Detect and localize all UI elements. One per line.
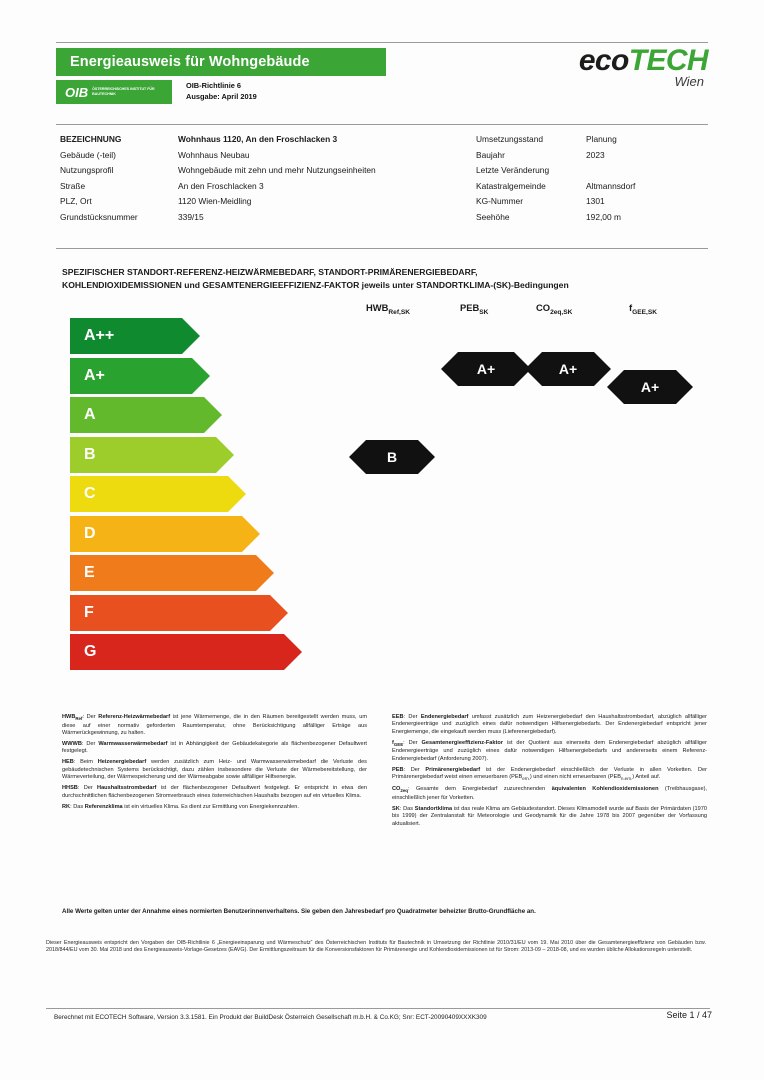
legend-item: EEB: Der Endenergiebedarf umfasst zusätzlich zum Heizenergiebedarf den Haushaltsstrombedarf, abzüglich allfälliger Endenergieerträge und zuzüglich eines dafür notwendigen Hilfsenergiebedarfs. Der Endenergiebedarf entspricht jener Energiemenge, die eingekauft werden muss (Lieferenergiebedarf). xyxy=(392,714,707,735)
legend-item: HEB: Beim Heizenergiebedarf werden zusätzlich zum Heiz- und Warmwasserwärmebedarf die Verluste des gebäudetechnischen Systems berücksichtigt, dazu zählen insbesondere die Verluste der Wärmebereitstellung, der Wärmeverteilung, der Wärmespeicherung und der Wärmeabgabe sowie allfälliger Hilfsenergie. xyxy=(62,759,367,781)
field-label: PLZ, Ort xyxy=(60,196,92,206)
legend-item: PEB: Der Primärenergiebedarf ist der Endenergiebedarf einschließlich der Verluste in allen Vorketten. Der Primärenergiebedarf weist einen erneuerbaren $(PEB_{ern.})$ und einen nicht erneuerbaren $(PEB_{n.ern.})$ Anteil auf. xyxy=(392,766,707,782)
table-row xyxy=(60,150,708,166)
field-value: 1301 xyxy=(586,196,605,206)
field-label: Gebäude (-teil) xyxy=(60,149,116,160)
energy-class-bar xyxy=(70,555,256,591)
rating-value-peb: A+ xyxy=(476,361,496,377)
legend-item: HHSB: Der Haushaltsstrombedarf ist der flächenbezogener Defaultwert festgelegt. Er entspricht in etwa den durchschnittlichen flächenbezogenen Stromverbrauch eines österreichischen Haushalts bezogen auf ein virtuelles Klima. xyxy=(62,785,367,799)
rating-value-hwb: B xyxy=(386,449,398,465)
header-title-banner xyxy=(56,48,386,76)
energy-class-scale xyxy=(70,318,320,674)
field-label: KG-Nummer xyxy=(476,196,523,206)
footer-divider xyxy=(46,1008,710,1009)
brand-city: Wien xyxy=(674,74,704,89)
energy-class-label: A++ xyxy=(84,327,115,344)
metric-label-peb: $PEB_{SK}$ xyxy=(460,302,489,316)
field-value: Altmannsdorf xyxy=(586,180,636,191)
brand-name-tech: TECH xyxy=(628,44,708,77)
rating-arrow-co2 xyxy=(542,352,594,386)
field-label: BEZEICHNUNG xyxy=(60,134,122,144)
table-row xyxy=(60,165,708,181)
energy-class-label: B xyxy=(84,445,96,463)
legend-item: RK: Das Referenzklima ist ein virtuelles Klima. Es dient zur Ermittlung von Energiekennzahlen. xyxy=(62,803,299,810)
oib-guideline-info xyxy=(186,80,257,102)
metric-label-fgee: $f_{GEE,SK}$ xyxy=(629,302,658,316)
field-value: 192,00 m xyxy=(586,211,621,222)
field-value: 1120 Wien-Meidling xyxy=(178,196,252,206)
legend-left-column xyxy=(62,714,367,815)
header-top-divider xyxy=(56,42,708,43)
legend-item: $f_{GEE}$: Der Gesamtenergieeffizienz-Faktor ist der Quotient aus einerseits dem Endenergiebedarf abzüglich allfälliger Endenergieerträge und zuzüglich eines dafür notwendigen Hilfsenergiebedarfs und andererseits einem Referenz-Endenergiebedarf (Anforderung 2007). xyxy=(392,739,707,762)
field-label: Letzte Veränderung xyxy=(476,165,550,175)
field-label: Seehöhe xyxy=(476,211,510,222)
field-value: Wohnhaus Neubau xyxy=(178,149,250,160)
page-title: Energieausweis für Wohngebäude xyxy=(70,54,310,70)
section-title xyxy=(62,266,702,292)
list-item xyxy=(70,318,320,354)
oib-logo xyxy=(56,80,172,104)
oib-guideline-edition: Ausgabe: April 2019 xyxy=(186,92,257,101)
field-label: Straße xyxy=(60,180,86,191)
energy-class-bar xyxy=(70,634,284,670)
metric-label-hwb: $HWB_{Ref,SK}$ xyxy=(366,302,411,316)
field-value: An den Froschlacken 3 xyxy=(178,180,264,191)
field-value: Wohnhaus 1120, An den Froschlacken 3 xyxy=(178,134,338,144)
regulation-note: Dieser Energieausweis entspricht den Vorgaben der OIB-Richtlinie 6 „Energieeinsparung und Wärmeschutz“ des Österreichischen Instituts für Bautechnik in Umsetzung der Richtlinie 2010/31/EU vom 19. Mai 2010 über die Gesamtenergieeffizienz von Gebäuden bzw. 2018/844/EU vom 30. Mai 2018 und des Energieausweis-Vorlage-Gesetzes (EAVG). Der Ermittlungszeitraum für die Konversionsfaktoren für Primärenergie und Kohlendioxidemissionen ist für Strom: 2013-09 – 2018-08, und es wurden übliche Allokationsregeln unterstellt. xyxy=(46,940,706,954)
table-row xyxy=(60,196,708,212)
field-value: Wohngebäude mit zehn und mehr Nutzungseinheiten xyxy=(178,165,376,175)
oib-logo-subtext: ÖSTERREICHISCHES INSTITUT FÜR BAUTECHNIK xyxy=(92,87,155,96)
legend-item: SK: Das Standortklima ist das reale Klima am Gebäudestandort. Dieses Klimamodell wurde auf Basis der Primärdaten (1970 bis 1999) der Zentralanstalt für Meteorologie und Geodynamik für die Jahre 1978 bis 2007 gegenüber der Vorfassung aktualisiert. xyxy=(392,805,707,827)
list-item xyxy=(70,516,320,552)
energy-class-label: A xyxy=(84,406,96,423)
brand-name xyxy=(579,44,708,78)
brand-name-eco: eco xyxy=(578,44,629,77)
section-title-line-2: KOHLENDIOXIDEMISSIONEN und GESAMTENERGIEEFFIZIENZ-FAKTOR jeweils unter STANDORTKLIMA-(SK)-Bedingungen xyxy=(62,280,569,290)
list-item xyxy=(70,595,320,631)
field-label: Umsetzungsstand xyxy=(476,134,544,144)
identification-bottom-divider xyxy=(56,248,708,249)
oib-guideline-number: OIB-Richtlinie 6 xyxy=(186,81,242,90)
legend-item: WWWB: Der Warmwasserwärmebedarf ist in Abhängigkeit der Gebäudekategorie als flächenbezogener Defaultwert festgelegt. xyxy=(62,740,367,755)
list-item xyxy=(70,555,320,591)
energy-class-label: D xyxy=(84,524,96,542)
document-header xyxy=(56,44,708,112)
ecotech-brand-logo xyxy=(579,44,708,89)
field-label: Baujahr xyxy=(476,149,505,160)
list-item xyxy=(70,358,320,394)
field-value: 339/15 xyxy=(178,211,204,222)
field-value: Planung xyxy=(586,134,617,144)
oib-logo-text: OIB xyxy=(65,84,89,100)
legend-right-column xyxy=(392,714,707,832)
rating-value-fgee: A+ xyxy=(640,379,660,395)
header-bottom-divider xyxy=(56,124,708,125)
field-label: Grundstücksnummer xyxy=(60,211,138,222)
metric-label-co2: $CO_{2eq,SK}$ xyxy=(536,302,573,316)
table-row xyxy=(60,181,708,197)
list-item xyxy=(70,437,320,473)
table-row xyxy=(60,212,708,228)
table-row xyxy=(60,134,708,150)
energy-class-bar xyxy=(70,516,242,552)
rating-value-co2: A+ xyxy=(558,361,578,377)
section-title-line-1: SPEZIFISCHER STANDORT-REFERENZ-HEIZWÄRMEBEDARF, STANDORT-PRIMÄRENERGIEBEDARF, xyxy=(62,267,478,277)
list-item xyxy=(70,397,320,433)
rating-arrow-peb xyxy=(458,352,514,386)
energy-class-bar xyxy=(70,595,270,631)
field-label: Nutzungsprofil xyxy=(60,165,114,175)
list-item xyxy=(70,476,320,512)
rating-arrow-fgee xyxy=(624,370,676,404)
energy-class-label: A+ xyxy=(84,366,105,384)
energy-class-label: C xyxy=(84,485,96,502)
list-item xyxy=(70,634,320,670)
footer-page-number: Seite 1 / 47 xyxy=(666,1010,712,1020)
rating-arrow-hwb xyxy=(366,440,418,474)
field-label: Katastralgemeinde xyxy=(476,180,546,191)
energy-class-label: G xyxy=(84,643,97,660)
energy-class-label: E xyxy=(84,564,95,581)
footer-software-info: Berechnet mit ECOTECH Software, Version 3.3.1581. Ein Produkt der BuildDesk Österreich Gesellschaft m.b.H. & Co.KG; Snr: ECT-20090409XXXK309 xyxy=(54,1014,487,1021)
field-value: 2023 xyxy=(586,149,605,160)
energy-class-label: F xyxy=(84,603,94,621)
legend-item: $CO_{2eq}$: Gesamte dem Energiebedarf zuzurechnenden äquivalenten Kohlendioxidemissionen (Treibhausgase), einschließlich jener für Vorketten. xyxy=(392,786,707,801)
building-identification-block xyxy=(60,134,708,227)
usage-assumption-note: Alle Werte gelten unter der Annahme eines normierten Benutzerinnenverhaltens. Sie geben den Jahresbedarf pro Quadratmeter beheizter Brutto-Grundfläche an. xyxy=(62,908,536,915)
legend-item: $HWB_{Ref}$: Der Referenz-Heizwärmebedarf ist jene Wärmemenge, die in den Räumen bereitgestellt werden muss, um diese auf einer normativ geforderten Raumtemperatur, ohne Berücksichtigung allfälliger Erträge aus Wärmerückgewinnung, zu halten. xyxy=(62,714,367,736)
